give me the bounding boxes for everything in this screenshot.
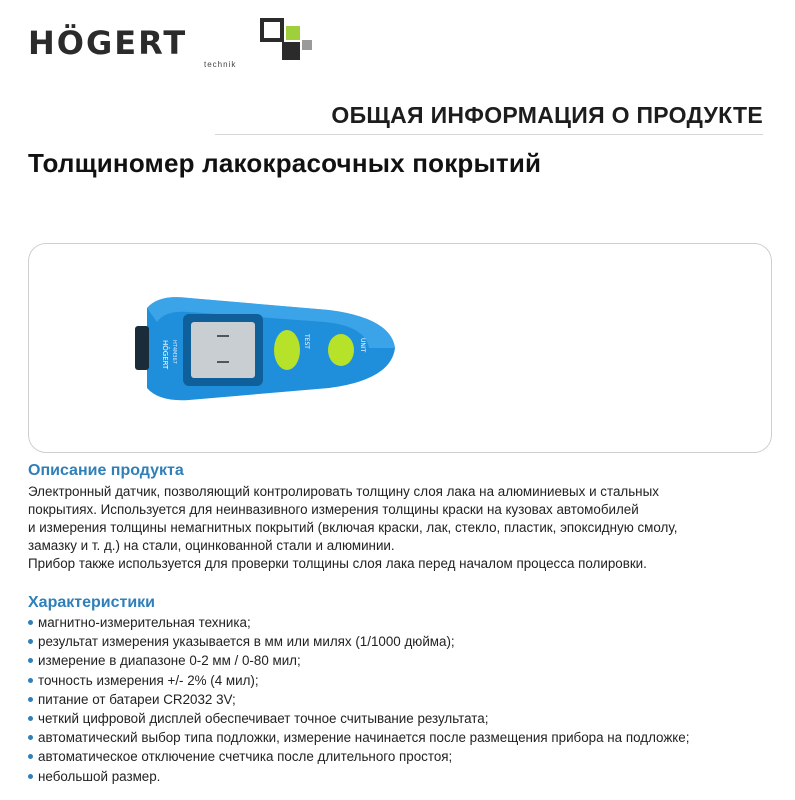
features-heading: Характеристики xyxy=(28,594,156,611)
lcd-display xyxy=(191,322,255,378)
feature-item: магнитно-измерительная техника; xyxy=(28,613,689,632)
feature-item: измерение в диапазоне 0-2 мм / 0-80 мил; xyxy=(28,651,689,670)
description-line: замазку и т. д.) на стали, оцинкованной стали и алюминии. xyxy=(28,538,395,553)
test-button[interactable] xyxy=(274,330,300,370)
brand-wordmark: HÖGERT xyxy=(28,24,188,62)
section-title: ОБЩАЯ ИНФОРМАЦИЯ О ПРОДУКТЕ xyxy=(331,102,763,128)
device-brand-label: HÖGERT xyxy=(161,340,169,370)
description-line: Прибор также используется для проверки толщины слоя лака перед началом процесса полировки. xyxy=(28,556,647,571)
coating-thickness-gauge-image xyxy=(129,288,409,408)
description-line: покрытиях. Используется для неинвазивного измерения толщины краски на кузовах автомобилей xyxy=(28,502,639,517)
unit-button[interactable] xyxy=(328,334,354,366)
feature-item: питание от батареи CR2032 3V; xyxy=(28,690,689,709)
brand-squares-icon xyxy=(258,18,318,68)
sensor-probe xyxy=(135,326,149,370)
feature-item: точность измерения +/- 2% (4 мил); xyxy=(28,671,689,690)
description-line: Электронный датчик, позволяющий контролировать толщину слоя лака на алюминиевых и стальных xyxy=(28,484,659,499)
product-title: Толщиномер лакокрасочных покрытий xyxy=(28,148,542,178)
description-text xyxy=(28,483,758,573)
brand-logo xyxy=(28,18,298,70)
device-model-label: HT4M367 xyxy=(171,340,177,364)
features-list xyxy=(28,613,689,786)
test-button-label: TEST xyxy=(303,334,310,349)
feature-item: результат измерения указывается в мм или милях (1/1000 дюйма); xyxy=(28,632,689,651)
description-heading: Описание продукта xyxy=(28,462,184,479)
feature-item: автоматический выбор типа подложки, измерение начинается после размещения прибора на подложке; xyxy=(28,728,689,747)
feature-item: небольшой размер. xyxy=(28,767,689,786)
feature-item: автоматическое отключение счетчика после длительного простоя; xyxy=(28,747,689,766)
description-line: и измерения толщины немагнитных покрытий (включая краски, лак, стекло, пластик, эпоксидную смолу, xyxy=(28,520,678,535)
section-divider xyxy=(215,134,763,135)
feature-item: четкий цифровой дисплей обеспечивает точное считывание результата; xyxy=(28,709,689,728)
product-image-frame xyxy=(28,243,772,453)
brand-subtitle: technik xyxy=(204,60,237,69)
unit-button-label: UNIT xyxy=(359,338,366,353)
